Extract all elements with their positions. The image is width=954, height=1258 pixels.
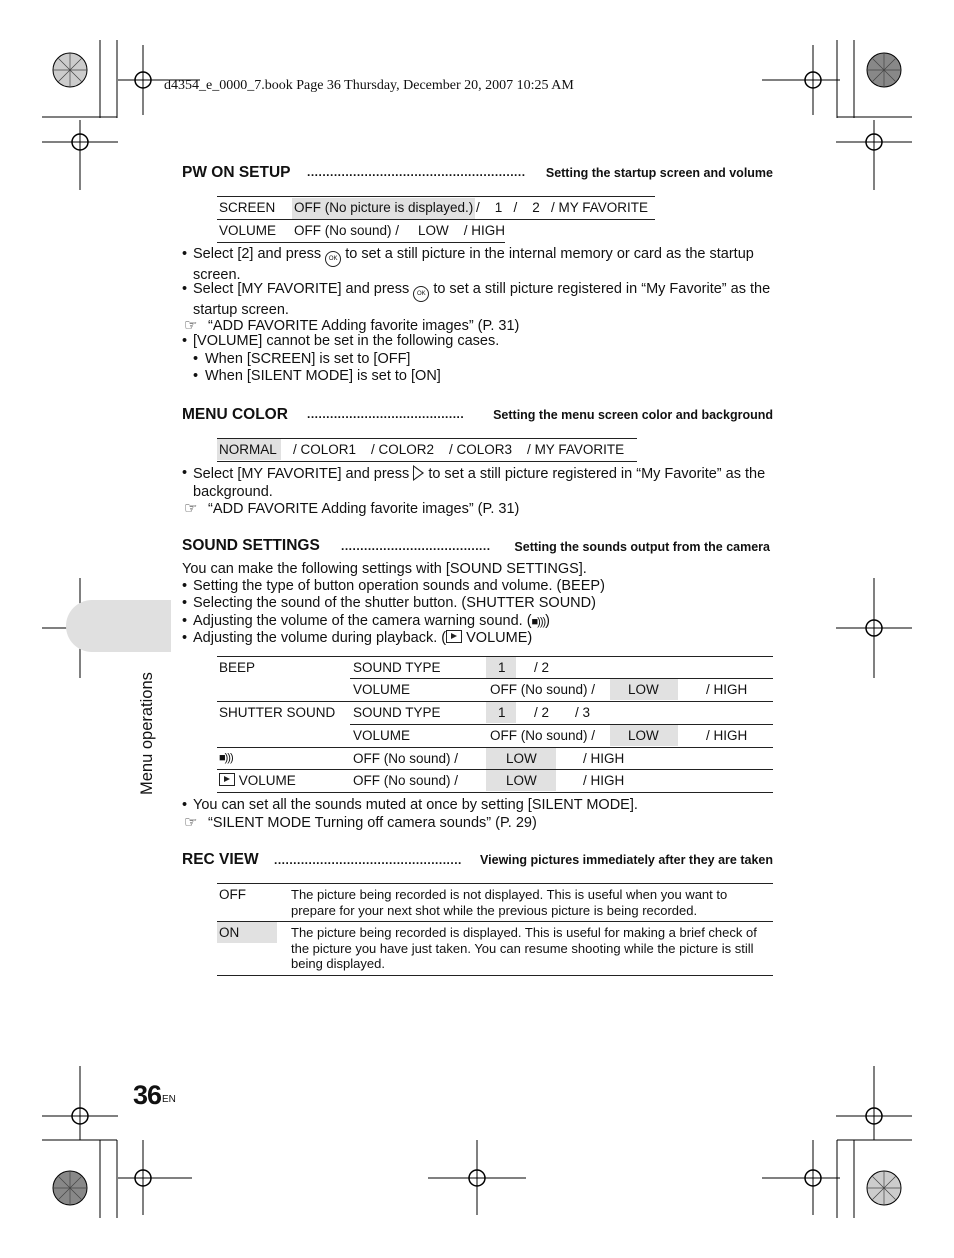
table-rule: [217, 219, 655, 220]
table-rule: [217, 461, 637, 462]
reference: ☞ “SILENT MODE Turning off camera sounds” (P. 29): [184, 814, 537, 831]
page-number: 36: [133, 1080, 162, 1110]
volume-label: VOLUME: [219, 223, 277, 238]
table-rule: [217, 242, 505, 243]
beep-label: BEEP: [219, 660, 256, 675]
list-item: • [VOLUME] cannot be set in the following cases.: [182, 333, 500, 349]
sound-intro: You can make the following settings with [SOUND SETTINGS].: [182, 561, 587, 577]
leader-dots: .................................................: [274, 853, 462, 867]
screen-option-off: OFF (No picture is displayed.): [292, 198, 475, 219]
pointing-hand-icon: ☞: [184, 317, 198, 334]
list-item: • Adjusting the volume during playback. ( VOLUME): [182, 630, 533, 646]
sub-list-item: • When [SCREEN] is set to [OFF]: [193, 351, 411, 367]
page-language: EN: [162, 1094, 176, 1105]
chapter-label: Menu operations: [138, 672, 156, 795]
volume-label: VOLUME: [353, 728, 411, 743]
sound-type-label: SOUND TYPE: [353, 660, 441, 675]
option-low: LOW: [610, 725, 678, 746]
option-2: / 2: [534, 660, 550, 675]
shutter-sound-label: SHUTTER SOUND: [219, 705, 336, 720]
list-item: • Selecting the sound of the shutter button. (SHUTTER SOUND): [182, 595, 596, 611]
option-off: OFF (No sound) /: [490, 728, 596, 743]
option-off: OFF (No sound) /: [353, 751, 459, 766]
sound-settings-title: SOUND SETTINGS: [182, 537, 320, 554]
volume-options: LOW / HIGH: [418, 223, 506, 238]
leader-dots: .......................................: [341, 539, 491, 553]
option-1: 1: [486, 657, 516, 678]
reference: ☞ “ADD FAVORITE Adding favorite images” (P. 31): [184, 317, 520, 334]
option-3: / 3: [575, 705, 591, 720]
playback-icon: [446, 630, 462, 643]
pointing-hand-icon: ☞: [184, 814, 198, 831]
menu-color-title: MENU COLOR: [182, 406, 288, 423]
option-2: / 2: [534, 705, 550, 720]
playback-volume-label: VOLUME: [219, 773, 296, 788]
option-high: / HIGH: [706, 728, 748, 743]
table-rule: [217, 975, 773, 976]
list-item: • Setting the type of button operation sounds and volume. (BEEP): [182, 578, 605, 594]
ok-button-icon: OK: [325, 251, 341, 267]
option-low: LOW: [486, 748, 556, 769]
pw-on-setup-title: PW ON SETUP: [182, 164, 291, 181]
list-item: • Select [2] and press OK to set a still picture in the internal memory or card as the startup screen.: [182, 246, 754, 283]
table-rule: [217, 921, 773, 922]
volume-option-off: OFF (No sound) /: [294, 223, 400, 238]
option-off: OFF (No sound) /: [490, 682, 596, 697]
playback-icon: [219, 773, 235, 786]
table-rule: [217, 883, 773, 884]
volume-label: VOLUME: [353, 682, 411, 697]
option-1: 1: [486, 702, 516, 723]
rec-view-on-text: The picture being recorded is displayed. This is useful for making a brief check of the picture you have just taken. You can resume shooting while the picture is still being displayed.: [291, 925, 757, 971]
option-off: OFF (No sound) /: [353, 773, 459, 788]
screen-options: / 1 / 2 / MY FAVORITE: [476, 200, 649, 215]
rec-view-desc: Viewing pictures immediately after they are taken: [480, 853, 773, 867]
list-item: • You can set all the sounds muted at once by setting [SILENT MODE].: [182, 797, 638, 813]
table-rule: [217, 792, 773, 793]
warning-sound-icon: ■))): [219, 752, 233, 764]
table-rule: [350, 678, 773, 679]
option-high: / HIGH: [583, 751, 625, 766]
list-item: • Select [MY FAVORITE] and press to set a still picture registered in “My Favorite” as the background.: [182, 465, 766, 500]
menu-color-desc: Setting the menu screen color and background: [493, 408, 773, 422]
screen-label: SCREEN: [219, 200, 276, 215]
color-options: / COLOR1 / COLOR2 / COLOR3 / MY FAVORITE: [293, 442, 625, 457]
rec-view-title: REC VIEW: [182, 851, 259, 868]
sound-type-label: SOUND TYPE: [353, 705, 441, 720]
table-rule: [217, 196, 655, 197]
option-high: / HIGH: [583, 773, 625, 788]
reference: ☞ “ADD FAVORITE Adding favorite images” (P. 31): [184, 500, 520, 517]
list-item: • Select [MY FAVORITE] and press OK to set a still picture registered in “My Favorite” as the startup screen.: [182, 281, 771, 318]
table-rule: [350, 724, 773, 725]
pw-on-setup-desc: Setting the startup screen and volume: [545, 166, 773, 180]
rec-view-off: OFF: [219, 887, 246, 902]
option-high: / HIGH: [706, 682, 748, 697]
option-low: LOW: [486, 770, 556, 791]
leader-dots: .........................................: [307, 407, 465, 421]
rec-view-on: ON: [217, 922, 277, 943]
ok-button-icon: OK: [413, 286, 429, 302]
print-header: d4354_e_0000_7.book Page 36 Thursday, December 20, 2007 10:25 AM: [164, 78, 574, 93]
leader-dots: .........................................................: [307, 165, 526, 179]
warning-sound-icon: ■))): [531, 616, 546, 628]
chapter-tab: [66, 600, 171, 652]
pointing-hand-icon: ☞: [184, 500, 198, 517]
right-arrow-icon: [413, 465, 424, 481]
rec-view-off-text: The picture being recorded is not displayed. This is useful when you want to prepare for your next shot while the previous picture is being recorded.: [291, 887, 728, 918]
sub-list-item: • When [SILENT MODE] is set to [ON]: [193, 368, 441, 384]
sound-settings-desc: Setting the sounds output from the camera: [514, 540, 770, 554]
option-low: LOW: [610, 679, 678, 700]
list-item: • Adjusting the volume of the camera warning sound. (■)))): [182, 613, 551, 629]
option-normal: NORMAL: [217, 439, 281, 460]
